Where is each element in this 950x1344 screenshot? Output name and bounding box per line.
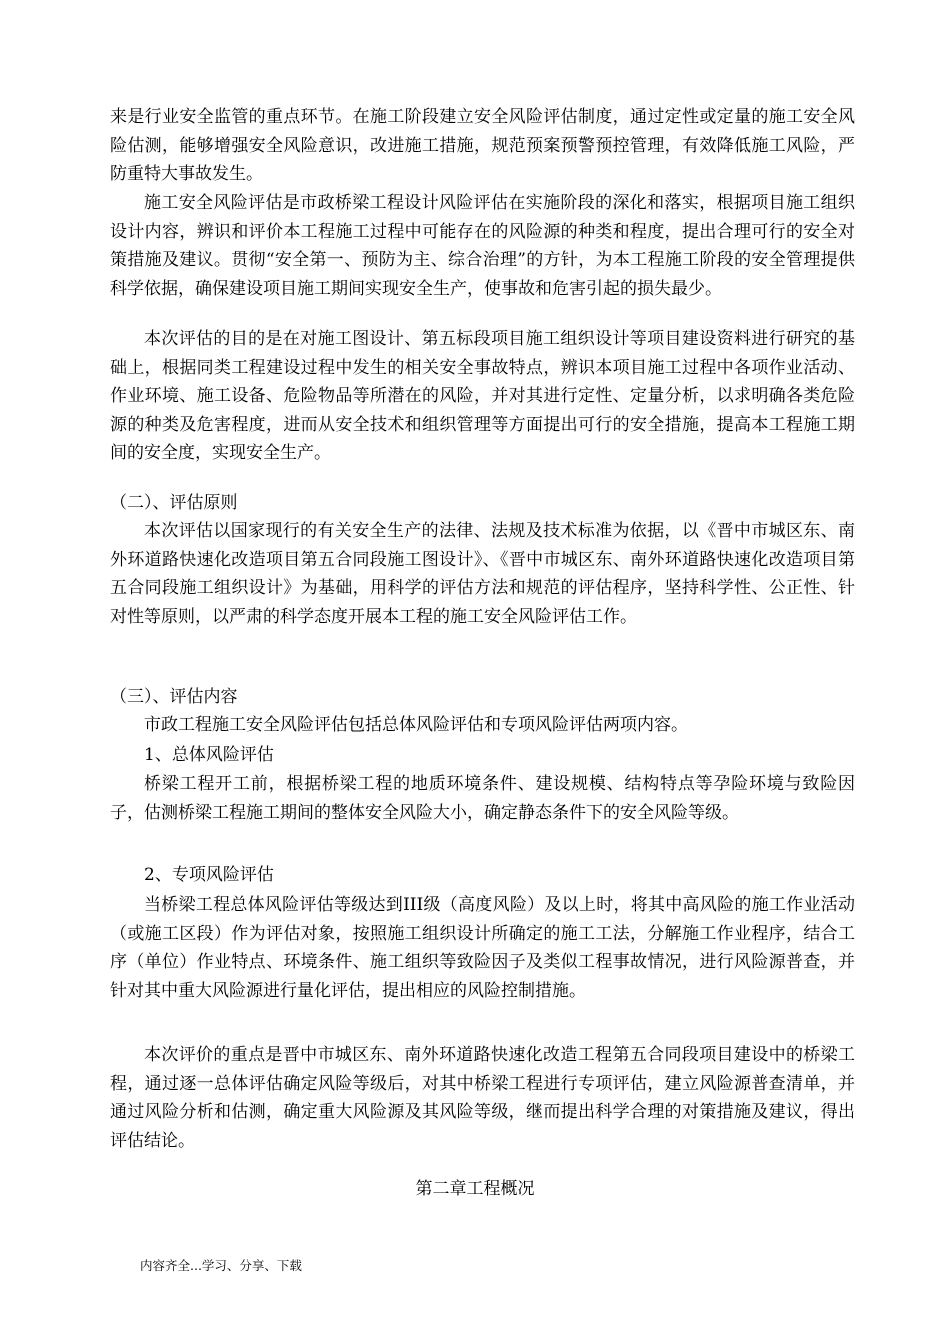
section-3-intro: 市政工程施工安全风险评估包括总体风险评估和专项风险评估两项内容。 [144, 715, 688, 735]
section-3-heading: （三）、评估内容 [110, 687, 238, 707]
subsection-1-body: 桥梁工程开工前，根据桥梁工程的地质环境条件、建设规模、结构特点等孕险环境与致险因子，估测桥梁工程施工期间的整体安全风险大小，确定静态条件下的安全风险等级。 [110, 774, 855, 823]
subsection-2-body: 当桥梁工程总体风险评估等级达到III级（高度风险）及以上时，将其中高风险的施工作业活动（或施工区段）作为评估对象，按照施工组织设计所确定的施工工法，分解施工作业程序，结合工序（单位）作业特点、环境条件、施工组织等致险因子及类似工程事故情况，进行风险源普查，并针对其中重大风险源进行量化评估，提出相应的风险控制措施。 [110, 895, 855, 1001]
focus-paragraph: 本次评价的重点是晋中市城区东、南外环道路快速化改造工程第五合同段项目建设中的桥梁工程，通过逐一总体评估确定风险等级后，对其中桥梁工程进行专项评估，建立风险源普查清单，并通过风险分析和估测，确定重大风险源及其风险等级，继而提出科学合理的对策措施及建议，得出评估结论。 [110, 1045, 855, 1151]
section-2-body: 本次评估以国家现行的有关安全生产的法律、法规及技术标准为依据，以《晋中市城区东、南外环道路快速化改造项目第五合同段施工图设计》、《晋中市城区东、南外环道路快速化改造项目第五合同段施工组织设计》为基础，用科学的评估方法和规范的评估程序，坚持科学性、公正性、针对性等原则，以严肃的科学态度开展本工程的施工安全风险评估工作。 [110, 521, 855, 627]
section-2-heading: （二）、评估原则 [110, 493, 238, 513]
subsection-1-heading: 1、总体风险评估 [144, 745, 274, 765]
purpose-paragraph: 本次评估的目的是在对施工图设计、第五标段项目施工组织设计等项目建设资料进行研究的基础上，根据同类工程建设过程中发生的相关安全事故特点，辨识本项目施工过程中各项作业活动、作业环境、施工设备、危险物品等所潜在的风险，并对其进行定性、定量分析，以求明确各类危险源的种类及危害程度，进而从安全技术和组织管理等方面提出可行的安全措施，提高本工程施工期间的安全度，实现安全生产。 [110, 329, 855, 463]
significance-paragraph: 施工安全风险评估是市政桥梁工程设计风险评估在实施阶段的深化和落实，根据项目施工组织设计内容，辨识和评价本工程施工过程中可能存在的风险源的种类和程度，提出合理可行的安全对策措施及建议。贯彻“安全第一、预防为主、综合治理”的方针，为本工程施工阶段的安全管理提供科学依据，确保建设项目施工期间实现安全生产，使事故和危害引起的损失最少。 [110, 193, 855, 299]
footer-note: 内容齐全...学习、分享、下载 [140, 1258, 302, 1273]
chapter-title: 第二章工程概况 [415, 1179, 535, 1199]
subsection-2-heading: 2、专项风险评估 [144, 865, 274, 885]
intro-continuation-paragraph: 来是行业安全监管的重点环节。在施工阶段建立安全风险评估制度，通过定性或定量的施工安全风险估测，能够增强安全风险意识，改进施工措施，规范预案预警预控管理，有效降低施工风险，严防重特大事故发生。 [110, 107, 855, 184]
